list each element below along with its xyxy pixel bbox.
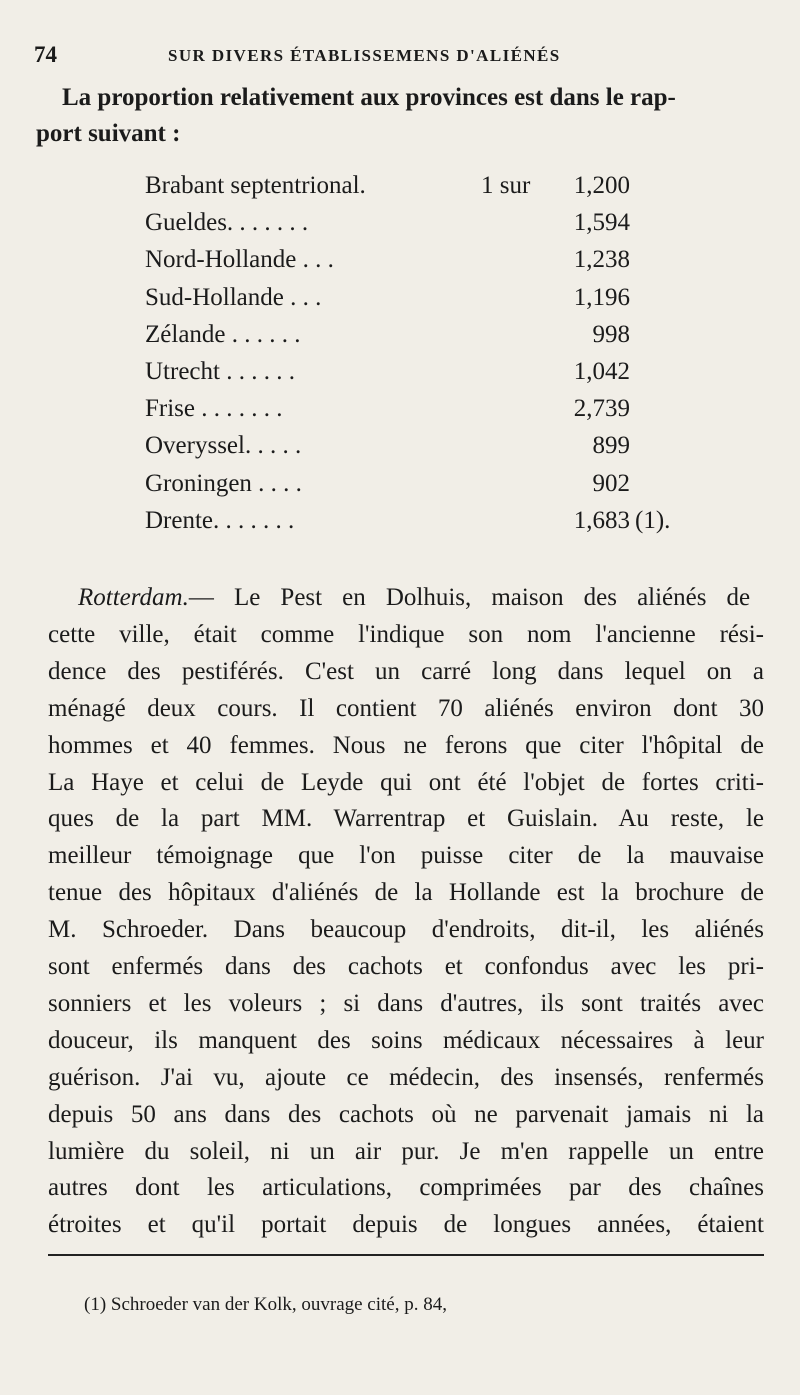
paragraph-line-text: dence des pestiférés. C'est un carré long dans lequel on a xyxy=(48,657,764,685)
province-name: Gueldes. . . . . . . xyxy=(145,209,309,237)
paragraph-line xyxy=(48,728,764,764)
paragraph-line xyxy=(48,949,764,985)
page-number: 74 xyxy=(34,42,57,67)
paragraph-line-text: ménagé deux cours. Il contient 70 aliénés environ dont 30 xyxy=(48,694,764,722)
paragraph-line xyxy=(48,765,764,801)
footnote-rule xyxy=(48,1254,764,1256)
paragraph-line-text: sonniers et les voleurs ; si dans d'autres, ils sont traités avec xyxy=(48,989,764,1017)
province-name: Drente. . . . . . . xyxy=(145,506,295,534)
province-ratio-value: 1,594 xyxy=(573,209,630,237)
province-name: Brabant septentrional. xyxy=(145,172,366,199)
paragraph-lead-italic: Rotterdam. xyxy=(78,584,189,611)
province-row xyxy=(145,172,705,210)
paragraph-line-text: ques de la part MM. Warrentrap et Guislain. Au reste, le xyxy=(48,805,764,833)
intro-line-2: port suivant : xyxy=(36,120,181,147)
paragraph-line xyxy=(48,838,764,874)
paragraph-line-text: lumière du soleil, ni un air pur. Je m'en rappelle un entre xyxy=(48,1137,764,1165)
province-row xyxy=(145,470,705,508)
intro-line-1: La proportion relativement aux provinces est dans le rap- xyxy=(62,84,676,111)
paragraph-line xyxy=(48,617,764,653)
province-row xyxy=(145,284,705,322)
paragraph-line xyxy=(48,1023,764,1059)
paragraph-line-text: cette ville, était comme l'indique son nom l'ancienne rési- xyxy=(48,620,764,648)
paragraph-line-text: — Le Pest en Dolhuis, maison des aliénés de xyxy=(188,584,751,611)
province-ratio-value: 902 xyxy=(592,469,630,497)
paragraph-line xyxy=(48,875,764,911)
paragraph-line-text: meilleur témoignage que l'on puisse citer de la mauvaise xyxy=(48,842,764,870)
province-name: Nord-Hollande . . . xyxy=(145,246,334,274)
paragraph-line xyxy=(48,1170,764,1206)
paragraph-line-text: sont enfermés dans des cachots et confondus avec les pri- xyxy=(48,953,764,980)
ratio-prefix: 1 sur xyxy=(481,172,531,199)
paragraph-line xyxy=(48,801,764,837)
province-row xyxy=(145,209,705,247)
province-ratio-value: 899 xyxy=(592,432,630,460)
paragraph-line xyxy=(48,986,764,1022)
paragraph-line-text: depuis 50 ans dans des cachots où ne parvenait jamais ni la xyxy=(48,1100,764,1128)
paragraph-line-text: étroites et qu'il portait depuis de longues années, étaient xyxy=(48,1211,764,1239)
paragraph-line xyxy=(48,691,764,727)
province-row xyxy=(145,321,705,359)
province-ratio-value: 998 xyxy=(592,320,630,348)
footnote: (1) Schroeder van der Kolk, ouvrage cité, p. 84, xyxy=(84,1294,447,1315)
province-ratio-value: 1,238 xyxy=(573,246,630,274)
running-head: SUR DIVERS ÉTABLISSEMENS D'ALIÉNÉS xyxy=(168,46,561,65)
province-name: Frise . . . . . . . xyxy=(145,395,283,423)
paragraph-line xyxy=(48,654,764,690)
province-ratio-value: 1,200 xyxy=(573,172,630,199)
paragraph-line xyxy=(48,912,764,948)
province-name: Utrecht . . . . . . xyxy=(145,358,295,385)
province-row xyxy=(145,395,705,433)
province-ratio-value: 1,683 xyxy=(573,506,630,534)
page-header xyxy=(34,40,764,74)
province-ratio-value: 1,042 xyxy=(573,358,630,385)
province-row xyxy=(145,432,705,470)
paragraph-line xyxy=(48,1097,764,1133)
province-name: Zélande . . . . . . xyxy=(145,320,301,348)
paragraph-line-text: autres dont les articulations, comprimées par des chaînes xyxy=(48,1174,764,1202)
paragraph-line-text: hommes et 40 femmes. Nous ne ferons que citer l'hôpital de xyxy=(48,731,764,759)
paragraph-line xyxy=(48,1060,764,1096)
paragraph-line-text: tenue des hôpitaux d'aliénés de la Hollande est la brochure de xyxy=(48,879,764,907)
province-row xyxy=(145,358,705,396)
province-name: Overyssel. . . . . xyxy=(145,432,302,460)
paragraph-line-text: guérison. J'ai vu, ajoute ce médecin, des insensés, renfermés xyxy=(48,1063,764,1091)
paragraph-line xyxy=(48,1134,764,1170)
footnote-ref: (1). xyxy=(635,506,671,534)
province-row xyxy=(145,246,705,284)
province-ratio-value: 2,739 xyxy=(573,395,630,423)
paragraph-line-text: douceur, ils manquent des soins médicaux nécessaires à leur xyxy=(48,1026,764,1054)
province-name: Groningen . . . . xyxy=(145,469,302,497)
paragraph-line xyxy=(48,1207,764,1243)
province-row xyxy=(145,507,705,545)
paragraph-line xyxy=(78,580,764,616)
province-ratio-value: 1,196 xyxy=(573,283,630,311)
province-name: Sud-Hollande . . . xyxy=(145,283,322,311)
paragraph-line-text: M. Schroeder. Dans beaucoup d'endroits, dit-il, les aliénés xyxy=(48,916,764,944)
paragraph-line-text: La Haye et celui de Leyde qui ont été l'objet de fortes criti- xyxy=(48,768,764,796)
